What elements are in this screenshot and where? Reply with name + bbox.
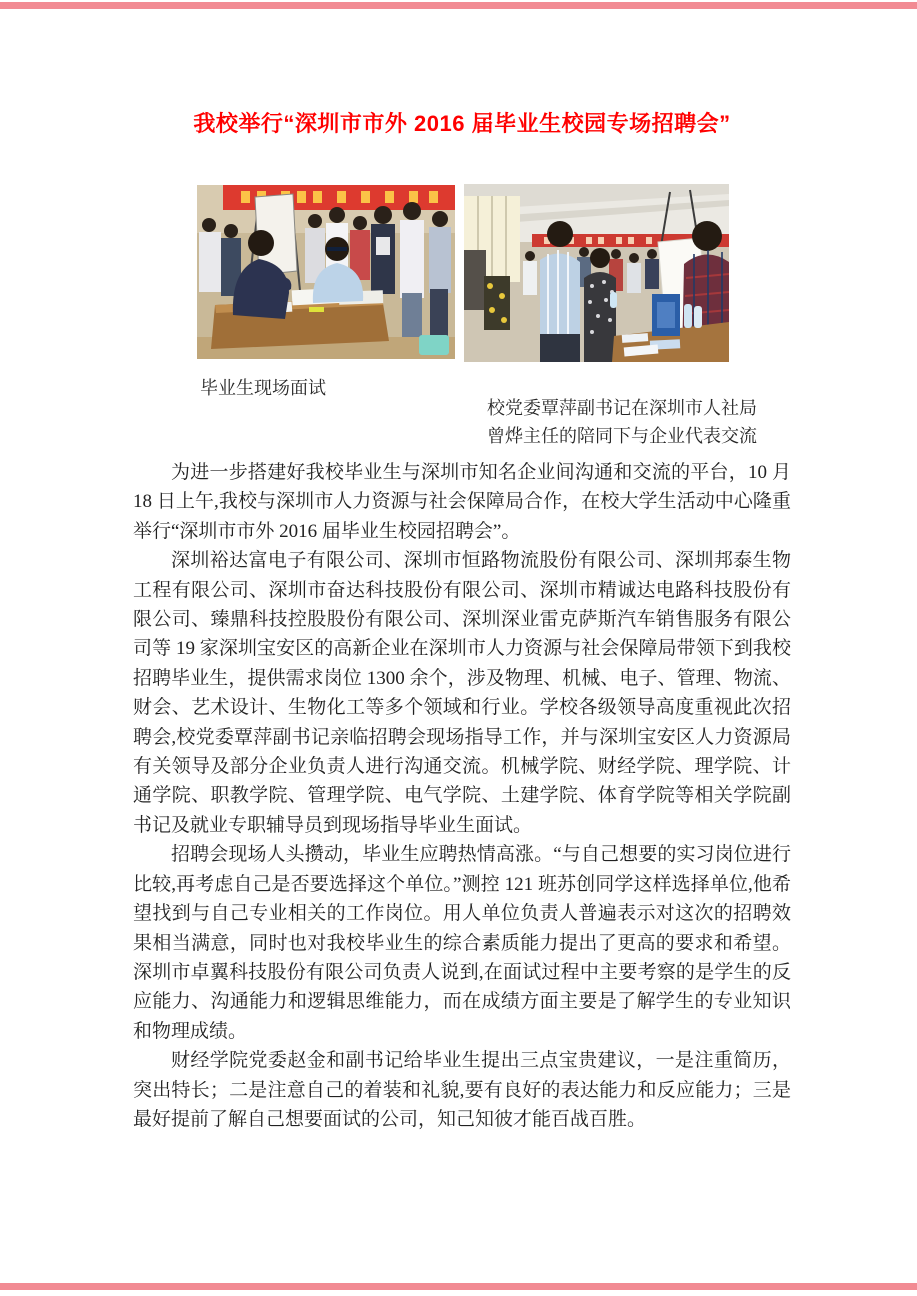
photo-officials-visit (464, 184, 729, 362)
top-accent-bar (0, 2, 917, 9)
page-title: 我校举行“深圳市市外 2016 届毕业生校园专场招聘会” (193, 111, 731, 136)
photo-interview (197, 185, 455, 359)
paragraph-companies: 深圳裕达富电子有限公司、深圳市恒路物流股份有限公司、深圳邦泰生物工程有限公司、深圳市奋达科技股份有限公司、深圳市精诚达电路科技股份有限公司、臻鼎科技控股股份有限公司、深圳深业雷克萨斯汽车销售服务有限公司等 19 家深圳宝安区的高新企业在深圳市人力资源与社会保障局带领下到我校招聘毕业生，提供需求岗位 1300 余个，涉及物理、机械、电子、管理、物流、财会、艺术设计、生物化工等多个领域和行业。学校各级领导高度重视此次招聘会,校党委覃萍副书记亲临招聘会现场指导工作，并与深圳宝安区人力资源局有关领导及部分企业负责人进行沟通交流。机械学院、财经学院、理学院、计通学院、职教学院、管理学院、电气学院、土建学院、体育学院等相关学院副书记及就业专职辅导员到现场指导毕业生面试。 (133, 550, 791, 836)
photo-right-caption-line2: 曾烨主任的陪同下与企业代表交流 (487, 426, 757, 446)
interview-photo-image (197, 185, 455, 359)
paragraph-advice: 财经学院党委赵金和副书记给毕业生提出三点宝贵建议，一是注重简历，突出特长；二是注意自己的着装和礼貌,要有良好的表达能力和反应能力；三是最好提前了解自己想要面试的公司，知己知彼才能百战百胜。 (133, 1050, 791, 1130)
photo-right-caption-line1: 校党委覃萍副书记在深圳市人社局 (487, 398, 757, 418)
paragraph-intro: 为进一步搭建好我校毕业生与深圳市知名企业间沟通和交流的平台，10 月 18 日上午,我校与深圳市人力资源与社会保障局合作，在校大学生活动中心隆重举行“深圳市市外 2016 届毕业生校园招聘会”。 (133, 462, 791, 542)
bottom-accent-bar (0, 1283, 917, 1290)
photo-left-caption: 毕业生现场面试 (200, 378, 326, 398)
article-body (133, 458, 791, 1134)
officials-photo-image (464, 184, 729, 362)
paragraph-scene: 招聘会现场人头攒动，毕业生应聘热情高涨。“与自己想要的实习岗位进行比较,再考虑自己是否要选择这个单位。”测控 121 班苏创同学这样选择单位,他希望找到与自己专业相关的工作岗位。用人单位负责人普遍表示对这次的招聘效果相当满意，同时也对我校毕业生的综合素质能力提出了更高的要求和希望。深圳市卓翼科技股份有限公司负责人说到,在面试过程中主要考察的是学生的反应能力、沟通能力和逻辑思维能力，而在成绩方面主要是了解学生的专业知识和物理成绩。 (133, 844, 791, 1042)
photo-right-caption (487, 394, 787, 450)
